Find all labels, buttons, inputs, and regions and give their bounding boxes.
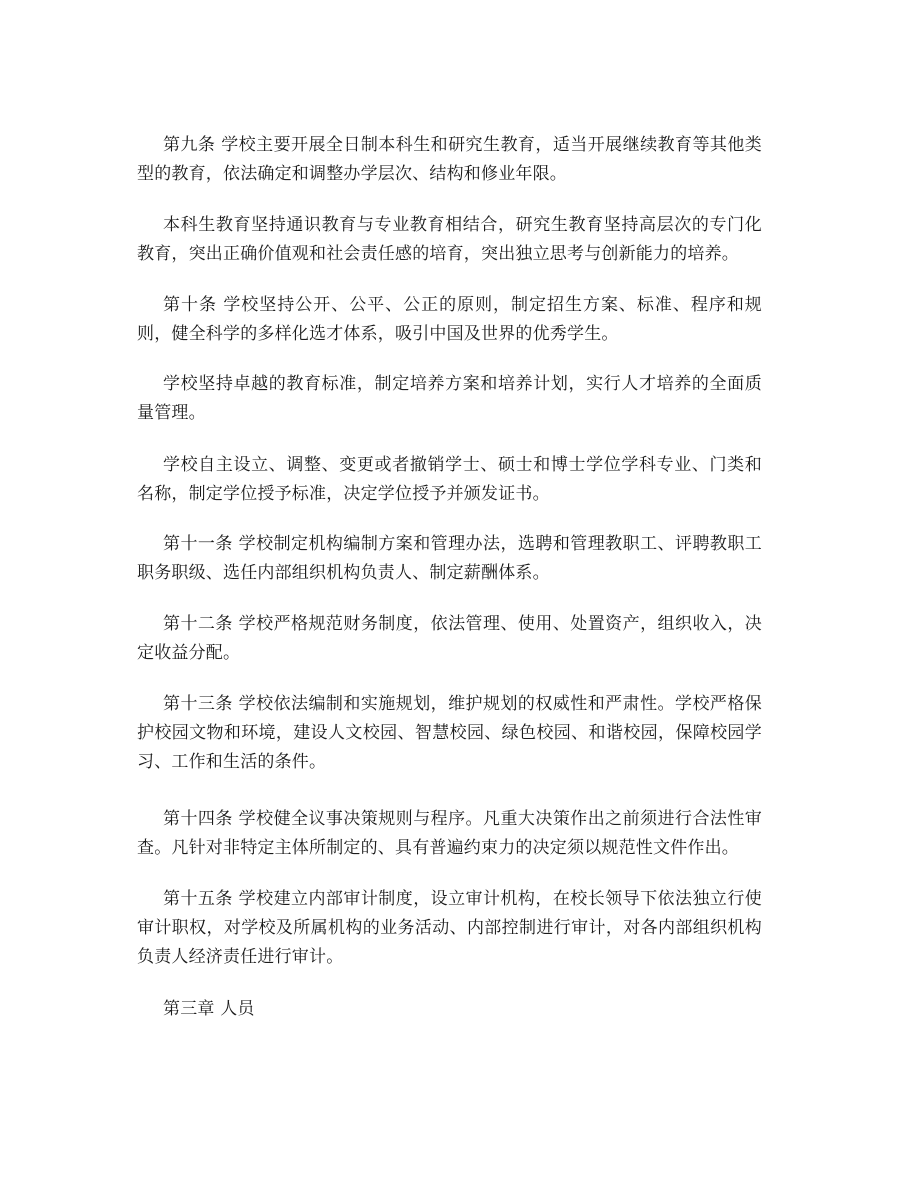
paragraph-undergraduate-education: 本科生教育坚持通识教育与专业教育相结合，研究生教育坚持高层次的专门化教育，突出正确价值观和社会责任感的培育，突出独立思考与创新能力的培养。 — [137, 215, 762, 264]
paragraph-article-13: 第十三条 学校依法编制和实施规划，维护规划的权威性和严肃性。学校严格保护校园文物和环境，建设人文校园、智慧校园、绿色校园、和谐校园，保障校园学习、工作和生活的条件。 — [137, 694, 762, 772]
paragraph-degree-programs: 学校自主设立、调整、变更或者撤销学士、硕士和博士学位学科专业、门类和名称，制定学位授予标准，决定学位授予并颁发证书。 — [137, 455, 762, 504]
paragraph-article-15: 第十五条 学校建立内部审计制度，设立审计机构，在校长领导下依法独立行使审计职权，对学校及所属机构的业务活动、内部控制进行审计，对各内部组织机构负责人经济责任进行审计。 — [137, 889, 762, 967]
paragraph-article-9: 第九条 学校主要开展全日制本科生和研究生教育，适当开展继续教育等其他类型的教育，依法确定和调整办学层次、结构和修业年限。 — [137, 135, 762, 184]
paragraph-article-11: 第十一条 学校制定机构编制方案和管理办法，选聘和管理教职工、评聘教职工职务职级、选任内部组织机构负责人、制定薪酬体系。 — [137, 534, 762, 583]
paragraph-article-10: 第十条 学校坚持公开、公平、公正的原则，制定招生方案、标准、程序和规则，健全科学的多样化选才体系，吸引中国及世界的优秀学生。 — [137, 295, 762, 344]
paragraph-education-standards: 学校坚持卓越的教育标准，制定培养方案和培养计划，实行人才培养的全面质量管理。 — [137, 374, 762, 423]
paragraph-article-12: 第十二条 学校严格规范财务制度，依法管理、使用、处置资产，组织收入，决定收益分配。 — [137, 614, 762, 663]
chapter-heading: 第三章 人员 — [163, 999, 255, 1019]
paragraph-article-14: 第十四条 学校健全议事决策规则与程序。凡重大决策作出之前须进行合法性审查。凡针对非特定主体所制定的、具有普遍约束力的决定须以规范性文件作出。 — [137, 809, 762, 858]
